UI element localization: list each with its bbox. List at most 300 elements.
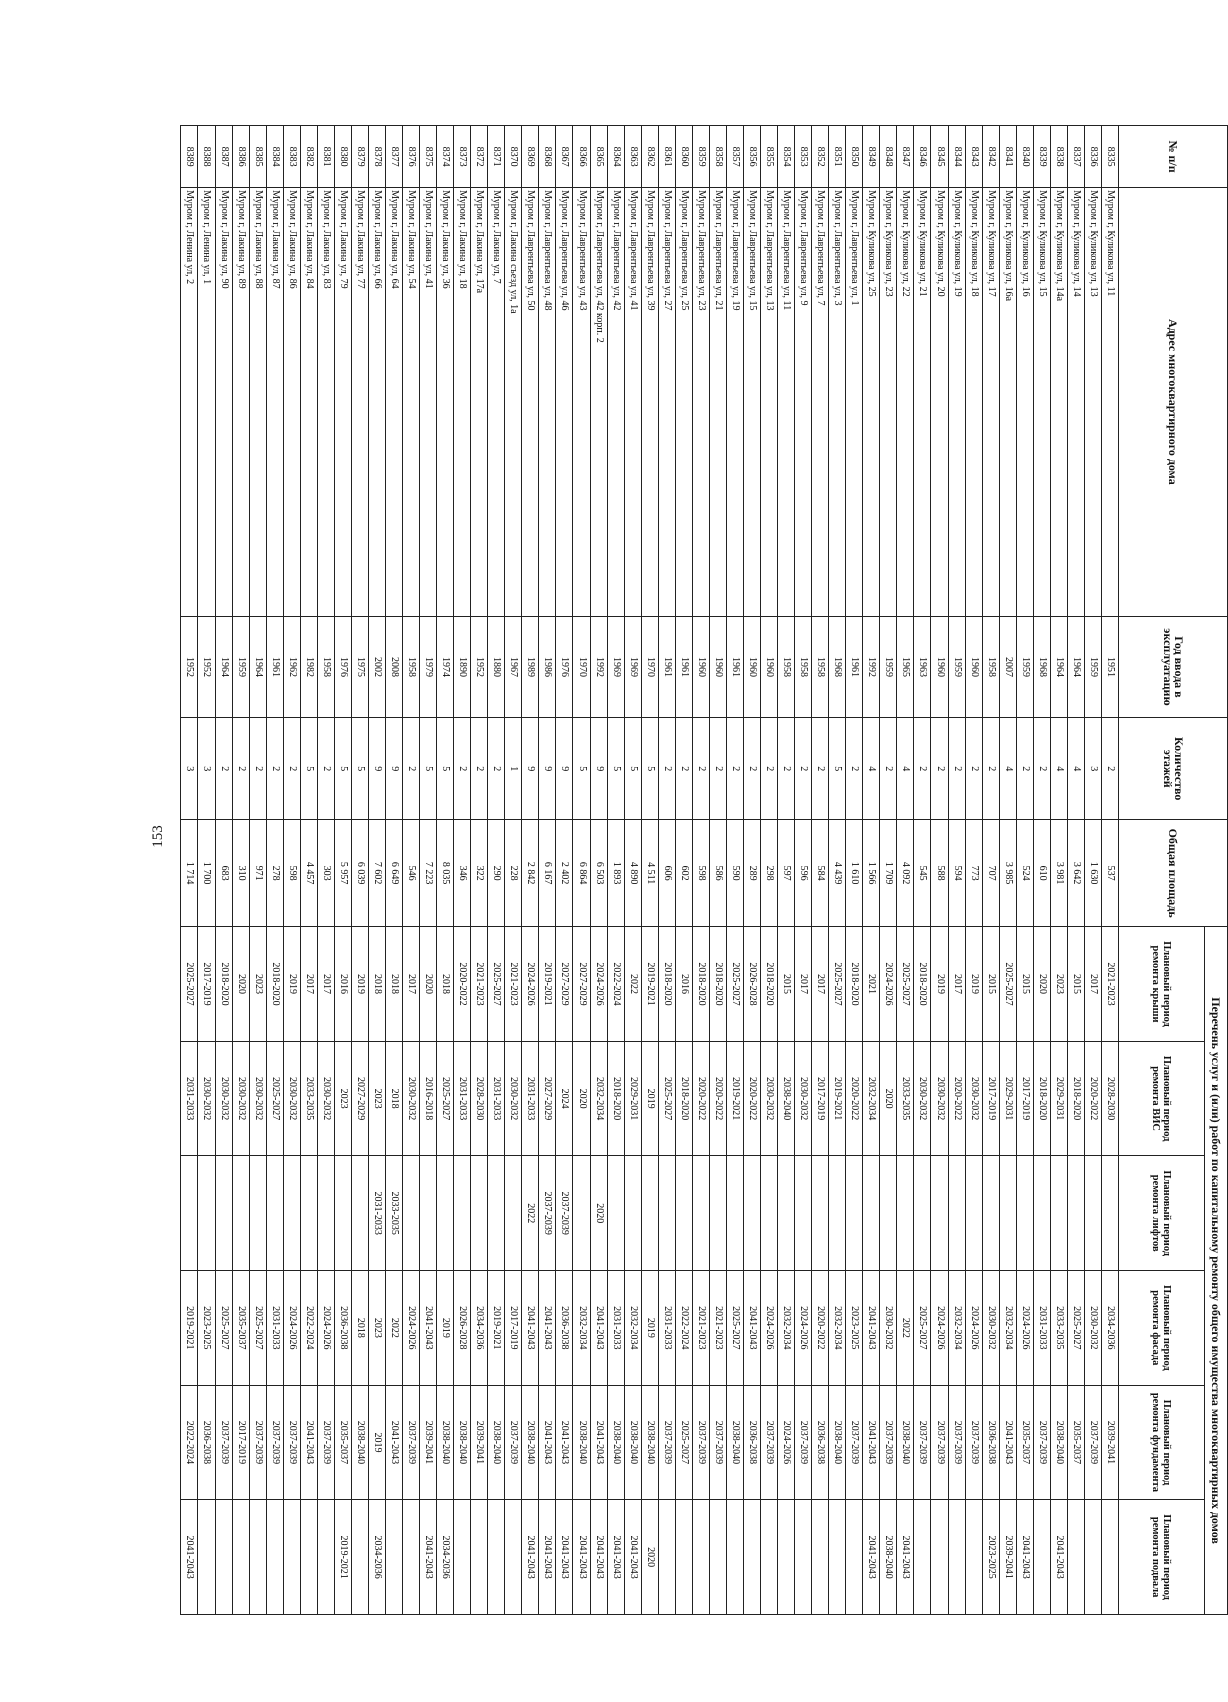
- cell-facade: 2022: [897, 1271, 914, 1386]
- cell-address: Муром г, Лакина ул, 87: [266, 188, 283, 616]
- cell-facade: 2036-2038: [334, 1271, 351, 1386]
- cell-foundation: 2041-2043: [539, 1385, 556, 1500]
- cell-lifts: [709, 1156, 726, 1271]
- cell-address: Муром г, Ленина ул, 2: [181, 188, 198, 616]
- cell-roof: 2021-2023: [505, 927, 522, 1042]
- cell-address: Муром г, Лакина ул, 83: [317, 188, 334, 616]
- cell-basement: 2039-2041: [999, 1500, 1016, 1615]
- cell-floors: 9: [590, 718, 607, 820]
- cell-vis: 2025-2027: [437, 1041, 454, 1156]
- cell-lifts: [334, 1156, 351, 1271]
- cell-roof: 2017: [812, 927, 829, 1042]
- header-facade: Плановый период ремонта фасада: [1119, 1271, 1205, 1386]
- cell-roof: 2020: [232, 927, 249, 1042]
- cell-address: Муром г, Куликова ул, 18: [965, 188, 982, 616]
- cell-num: 8341: [999, 126, 1016, 188]
- cell-basement: [675, 1500, 692, 1615]
- cell-foundation: 2037-2039: [914, 1385, 931, 1500]
- cell-num: 8379: [351, 126, 368, 188]
- table-row: [556, 126, 573, 1615]
- cell-year: 1959: [1084, 616, 1101, 718]
- cell-floors: 2: [215, 718, 232, 820]
- cell-roof: 2019: [931, 927, 948, 1042]
- cell-year: 1961: [266, 616, 283, 718]
- cell-num: 8352: [812, 126, 829, 188]
- table-row: [692, 126, 709, 1615]
- cell-num: 8386: [232, 126, 249, 188]
- cell-year: 1969: [624, 616, 641, 718]
- cell-floors: 2: [692, 718, 709, 820]
- cell-facade: 2030-2032: [1084, 1271, 1101, 1386]
- cell-lifts: [761, 1156, 778, 1271]
- cell-num: 8357: [726, 126, 743, 188]
- table-row: [573, 126, 590, 1615]
- cell-roof: 2019: [351, 927, 368, 1042]
- cell-floors: 1: [505, 718, 522, 820]
- cell-floors: 2: [948, 718, 965, 820]
- cell-facade: 2032-2034: [948, 1271, 965, 1386]
- cell-foundation: 2037-2039: [249, 1385, 266, 1500]
- cell-address: Муром г, Ленина ул, 1: [198, 188, 215, 616]
- cell-facade: 2032-2034: [829, 1271, 846, 1386]
- cell-area: 598: [283, 820, 300, 927]
- table-row: [437, 126, 454, 1615]
- cell-basement: [658, 1500, 675, 1615]
- table-row: [539, 126, 556, 1615]
- cell-num: 8371: [488, 126, 505, 188]
- cell-num: 8382: [300, 126, 317, 188]
- table-row: [300, 126, 317, 1615]
- cell-num: 8353: [795, 126, 812, 188]
- cell-floors: 2: [965, 718, 982, 820]
- table-row: [829, 126, 846, 1615]
- header-roof: Плановый период ремонта крыши: [1119, 927, 1205, 1042]
- cell-foundation: 2017-2019: [232, 1385, 249, 1500]
- cell-facade: 2024-2026: [317, 1271, 334, 1386]
- table-row: [726, 126, 743, 1615]
- cell-foundation: 2038-2040: [1050, 1385, 1067, 1500]
- cell-facade: 2032-2034: [999, 1271, 1016, 1386]
- cell-area: 586: [709, 820, 726, 927]
- cell-num: 8345: [931, 126, 948, 188]
- cell-foundation: 2038-2040: [726, 1385, 743, 1500]
- cell-roof: 2018-2020: [709, 927, 726, 1042]
- table-row: [420, 126, 437, 1615]
- cell-basement: [266, 1500, 283, 1615]
- cell-area: 1 893: [607, 820, 624, 927]
- cell-year: 1959: [1016, 616, 1033, 718]
- cell-facade: 2022: [385, 1271, 402, 1386]
- cell-lifts: [624, 1156, 641, 1271]
- table-row: [880, 126, 897, 1615]
- cell-basement: [931, 1500, 948, 1615]
- cell-basement: [812, 1500, 829, 1615]
- cell-area: 1 714: [181, 820, 198, 927]
- cell-year: 1960: [965, 616, 982, 718]
- cell-year: 1974: [437, 616, 454, 718]
- cell-num: 8347: [897, 126, 914, 188]
- table-row: [931, 126, 948, 1615]
- cell-num: 8354: [778, 126, 795, 188]
- cell-foundation: 2038-2040: [573, 1385, 590, 1500]
- cell-address: Муром г, Лакина ул, 54: [403, 188, 420, 616]
- cell-vis: 2030-2032: [317, 1041, 334, 1156]
- cell-basement: [215, 1500, 232, 1615]
- cell-lifts: [573, 1156, 590, 1271]
- cell-num: 8346: [914, 126, 931, 188]
- cell-floors: 2: [658, 718, 675, 820]
- cell-basement: [692, 1500, 709, 1615]
- cell-area: 278: [266, 820, 283, 927]
- table-row: [198, 126, 215, 1615]
- table-row: [1101, 126, 1118, 1615]
- cell-basement: 2034-2036: [368, 1500, 385, 1615]
- cell-year: 1975: [351, 616, 368, 718]
- cell-vis: 2027-2029: [539, 1041, 556, 1156]
- cell-floors: 9: [368, 718, 385, 820]
- cell-year: 1968: [829, 616, 846, 718]
- cell-vis: 2038-2040: [778, 1041, 795, 1156]
- cell-year: 1964: [249, 616, 266, 718]
- header-basement: Плановый период ремонта подвала: [1119, 1500, 1205, 1615]
- cell-basement: [198, 1500, 215, 1615]
- cell-facade: 2021-2023: [709, 1271, 726, 1386]
- cell-lifts: [641, 1156, 658, 1271]
- cell-address: Муром г, Лаврентьева ул, 11: [778, 188, 795, 616]
- cell-vis: 2033-2035: [300, 1041, 317, 1156]
- table-row: [1084, 126, 1101, 1615]
- cell-year: 1960: [692, 616, 709, 718]
- cell-address: Муром г, Лаврентьева ул, 21: [709, 188, 726, 616]
- cell-lifts: [266, 1156, 283, 1271]
- cell-lifts: [914, 1156, 931, 1271]
- cell-year: 1960: [761, 616, 778, 718]
- cell-address: Муром г, Куликова ул, 22: [897, 188, 914, 616]
- cell-vis: 2020-2022: [692, 1041, 709, 1156]
- cell-year: 2007: [999, 616, 1016, 718]
- header-num: № п/п: [1119, 126, 1228, 188]
- cell-vis: 2030-2032: [965, 1041, 982, 1156]
- cell-floors: 3: [198, 718, 215, 820]
- cell-vis: 2032-2034: [590, 1041, 607, 1156]
- cell-vis: 2016-2018: [420, 1041, 437, 1156]
- cell-year: 1992: [590, 616, 607, 718]
- cell-roof: 2017: [403, 927, 420, 1042]
- cell-address: Муром г, Куликова ул, 19: [948, 188, 965, 616]
- cell-year: 1976: [334, 616, 351, 718]
- cell-address: Муром г, Лаврентьева ул, 50: [522, 188, 539, 616]
- cell-basement: 2041-2043: [420, 1500, 437, 1615]
- cell-floors: 2: [471, 718, 488, 820]
- cell-num: 8339: [1033, 126, 1050, 188]
- cell-floors: 2: [1033, 718, 1050, 820]
- cell-basement: [761, 1500, 778, 1615]
- cell-facade: 2024-2026: [795, 1271, 812, 1386]
- cell-area: 594: [948, 820, 965, 927]
- cell-vis: 2020-2022: [709, 1041, 726, 1156]
- cell-year: 1976: [556, 616, 573, 718]
- cell-vis: 2020: [573, 1041, 590, 1156]
- cell-address: Муром г, Куликова ул, 14а: [1050, 188, 1067, 616]
- cell-num: 8361: [658, 126, 675, 188]
- cell-address: Муром г, Лакина ул, 88: [249, 188, 266, 616]
- cell-basement: 2041-2043: [607, 1500, 624, 1615]
- cell-roof: 2023: [249, 927, 266, 1042]
- cell-area: 6 864: [573, 820, 590, 927]
- cell-num: 8385: [249, 126, 266, 188]
- cell-lifts: [454, 1156, 471, 1271]
- cell-foundation: 2038-2040: [351, 1385, 368, 1500]
- cell-facade: 2041-2043: [590, 1271, 607, 1386]
- cell-vis: 2027-2029: [351, 1041, 368, 1156]
- table-row: [1033, 126, 1050, 1615]
- cell-foundation: 2035-2037: [1067, 1385, 1084, 1500]
- cell-floors: 2: [1101, 718, 1118, 820]
- cell-foundation: 2037-2039: [880, 1385, 897, 1500]
- cell-foundation: 2038-2040: [829, 1385, 846, 1500]
- cell-roof: 2024-2026: [522, 927, 539, 1042]
- cell-year: 1961: [846, 616, 863, 718]
- cell-year: 1890: [454, 616, 471, 718]
- cell-facade: 2036-2038: [556, 1271, 573, 1386]
- cell-foundation: 2035-2037: [1016, 1385, 1033, 1500]
- cell-floors: 2: [812, 718, 829, 820]
- cell-vis: 2025-2027: [658, 1041, 675, 1156]
- cell-num: 8368: [539, 126, 556, 188]
- cell-num: 8340: [1016, 126, 1033, 188]
- cell-address: Муром г, Куликова ул, 15: [1033, 188, 1050, 616]
- cell-floors: 2: [982, 718, 999, 820]
- cell-address: Муром г, Куликова ул, 16: [1016, 188, 1033, 616]
- capital-repair-table: [180, 125, 1228, 1615]
- cell-floors: 4: [1067, 718, 1084, 820]
- cell-lifts: [846, 1156, 863, 1271]
- table-row: [795, 126, 812, 1615]
- cell-num: 8389: [181, 126, 198, 188]
- cell-foundation: 2038-2040: [607, 1385, 624, 1500]
- cell-area: 289: [743, 820, 760, 927]
- cell-num: 8364: [607, 126, 624, 188]
- cell-area: 546: [403, 820, 420, 927]
- cell-roof: 2018-2020: [266, 927, 283, 1042]
- cell-floors: 2: [726, 718, 743, 820]
- cell-address: Муром г, Лаврентьева ул, 3: [829, 188, 846, 616]
- cell-facade: 2023-2025: [846, 1271, 863, 1386]
- cell-vis: 2030-2032: [931, 1041, 948, 1156]
- cell-floors: 5: [420, 718, 437, 820]
- table-row: [863, 126, 880, 1615]
- cell-area: 1 700: [198, 820, 215, 927]
- cell-vis: 2028-2030: [471, 1041, 488, 1156]
- cell-roof: 2018-2020: [761, 927, 778, 1042]
- cell-floors: 4: [1050, 718, 1067, 820]
- cell-floors: 4: [863, 718, 880, 820]
- cell-basement: [351, 1500, 368, 1615]
- cell-facade: 2020-2022: [812, 1271, 829, 1386]
- cell-facade: 2030-2032: [880, 1271, 897, 1386]
- cell-vis: 2017-2019: [812, 1041, 829, 1156]
- cell-area: 545: [914, 820, 931, 927]
- cell-basement: [249, 1500, 266, 1615]
- cell-facade: 2024-2026: [1016, 1271, 1033, 1386]
- cell-address: Муром г, Лакина ул, 79: [334, 188, 351, 616]
- cell-vis: 2018-2020: [1033, 1041, 1050, 1156]
- cell-basement: 2041-2043: [590, 1500, 607, 1615]
- cell-facade: 2025-2027: [1067, 1271, 1084, 1386]
- cell-lifts: [778, 1156, 795, 1271]
- cell-floors: 9: [385, 718, 402, 820]
- cell-basement: [914, 1500, 931, 1615]
- cell-foundation: 2039-2041: [420, 1385, 437, 1500]
- cell-vis: 2018-2020: [607, 1041, 624, 1156]
- cell-basement: [829, 1500, 846, 1615]
- cell-lifts: [249, 1156, 266, 1271]
- cell-floors: 2: [488, 718, 505, 820]
- cell-num: 8343: [965, 126, 982, 188]
- cell-facade: 2021-2023: [692, 1271, 709, 1386]
- cell-area: 610: [1033, 820, 1050, 927]
- cell-facade: 2031-2033: [658, 1271, 675, 1386]
- cell-roof: 2021-2023: [1101, 927, 1118, 1042]
- cell-basement: [1101, 1500, 1118, 1615]
- cell-roof: 2021: [863, 927, 880, 1042]
- cell-foundation: 2019: [368, 1385, 385, 1500]
- cell-area: 6 503: [590, 820, 607, 927]
- cell-area: 602: [675, 820, 692, 927]
- table-row: [982, 126, 999, 1615]
- table-row: [846, 126, 863, 1615]
- cell-foundation: 2024-2026: [778, 1385, 795, 1500]
- cell-address: Муром г, Лаврентьева ул, 15: [743, 188, 760, 616]
- cell-year: 1965: [897, 616, 914, 718]
- cell-year: 1979: [420, 616, 437, 718]
- cell-foundation: 2036-2038: [812, 1385, 829, 1500]
- cell-vis: 2030-2032: [215, 1041, 232, 1156]
- cell-floors: 9: [539, 718, 556, 820]
- cell-year: 1958: [982, 616, 999, 718]
- cell-roof: 2023: [1050, 927, 1067, 1042]
- cell-roof: 2027-2029: [573, 927, 590, 1042]
- cell-vis: 2030-2032: [761, 1041, 778, 1156]
- cell-vis: 2029-2031: [999, 1041, 1016, 1156]
- cell-floors: 2: [914, 718, 931, 820]
- cell-basement: [709, 1500, 726, 1615]
- cell-roof: 2019-2021: [539, 927, 556, 1042]
- cell-facade: 2024-2026: [761, 1271, 778, 1386]
- rotated-document: [180, 125, 1228, 1615]
- cell-address: Муром г, Куликова ул, 13: [1084, 188, 1101, 616]
- cell-num: 8366: [573, 126, 590, 188]
- cell-lifts: [692, 1156, 709, 1271]
- cell-floors: 5: [437, 718, 454, 820]
- cell-year: 1960: [743, 616, 760, 718]
- cell-lifts: 2037-2039: [556, 1156, 573, 1271]
- cell-foundation: 2036-2038: [982, 1385, 999, 1500]
- cell-address: Муром г, Лаврентьева ул, 13: [761, 188, 778, 616]
- table-row: [812, 126, 829, 1615]
- cell-basement: 2041-2043: [863, 1500, 880, 1615]
- cell-lifts: [829, 1156, 846, 1271]
- cell-area: 1 630: [1084, 820, 1101, 927]
- cell-area: 588: [931, 820, 948, 927]
- cell-area: 303: [317, 820, 334, 927]
- cell-area: 4 439: [829, 820, 846, 927]
- cell-lifts: [1067, 1156, 1084, 1271]
- cell-foundation: 2037-2039: [948, 1385, 965, 1500]
- cell-vis: 2030-2032: [198, 1041, 215, 1156]
- cell-address: Муром г, Лаврентьева ул, 42 корп. 2: [590, 188, 607, 616]
- cell-lifts: [675, 1156, 692, 1271]
- cell-vis: 2033-2035: [897, 1041, 914, 1156]
- table-row: [590, 126, 607, 1615]
- cell-roof: 2018-2020: [658, 927, 675, 1042]
- cell-foundation: 2037-2039: [403, 1385, 420, 1500]
- cell-foundation: 2037-2039: [846, 1385, 863, 1500]
- cell-floors: 2: [249, 718, 266, 820]
- table-row: [761, 126, 778, 1615]
- cell-lifts: [300, 1156, 317, 1271]
- cell-roof: 2015: [1016, 927, 1033, 1042]
- cell-roof: 2026-2028: [743, 927, 760, 1042]
- cell-lifts: [198, 1156, 215, 1271]
- cell-basement: [488, 1500, 505, 1615]
- cell-vis: 2031-2033: [488, 1041, 505, 1156]
- cell-lifts: [607, 1156, 624, 1271]
- cell-area: 590: [726, 820, 743, 927]
- cell-basement: 2041-2043: [1016, 1500, 1033, 1615]
- cell-num: 8362: [641, 126, 658, 188]
- cell-address: Муром г, Лакина ул, 77: [351, 188, 368, 616]
- cell-floors: 2: [931, 718, 948, 820]
- cell-year: 1989: [522, 616, 539, 718]
- cell-num: 8387: [215, 126, 232, 188]
- cell-year: 1986: [539, 616, 556, 718]
- cell-foundation: 2041-2043: [556, 1385, 573, 1500]
- cell-foundation: 2037-2039: [965, 1385, 982, 1500]
- cell-facade: 2041-2043: [743, 1271, 760, 1386]
- cell-num: 8378: [368, 126, 385, 188]
- cell-foundation: 2025-2027: [675, 1385, 692, 1500]
- cell-foundation: 2037-2039: [931, 1385, 948, 1500]
- cell-address: Муром г, Лакина ул, 36: [437, 188, 454, 616]
- cell-area: 3 981: [1050, 820, 1067, 927]
- cell-num: 8355: [761, 126, 778, 188]
- table-row: [505, 126, 522, 1615]
- cell-area: 524: [1016, 820, 1033, 927]
- cell-lifts: [897, 1156, 914, 1271]
- cell-area: 5 957: [334, 820, 351, 927]
- table-row: [454, 126, 471, 1615]
- table-row: [1016, 126, 1033, 1615]
- cell-roof: 2022: [624, 927, 641, 1042]
- cell-roof: 2020: [420, 927, 437, 1042]
- cell-roof: 2025-2027: [829, 927, 846, 1042]
- cell-address: Муром г, Лаврентьева ул, 19: [726, 188, 743, 616]
- cell-lifts: [931, 1156, 948, 1271]
- cell-floors: 5: [829, 718, 846, 820]
- cell-roof: 2015: [1067, 927, 1084, 1042]
- cell-num: 8360: [675, 126, 692, 188]
- cell-lifts: [948, 1156, 965, 1271]
- cell-num: 8381: [317, 126, 334, 188]
- cell-area: 4 890: [624, 820, 641, 927]
- cell-lifts: [999, 1156, 1016, 1271]
- cell-facade: 2035-2037: [232, 1271, 249, 1386]
- cell-basement: [726, 1500, 743, 1615]
- cell-foundation: 2036-2038: [198, 1385, 215, 1500]
- cell-basement: [283, 1500, 300, 1615]
- cell-foundation: 2037-2039: [283, 1385, 300, 1500]
